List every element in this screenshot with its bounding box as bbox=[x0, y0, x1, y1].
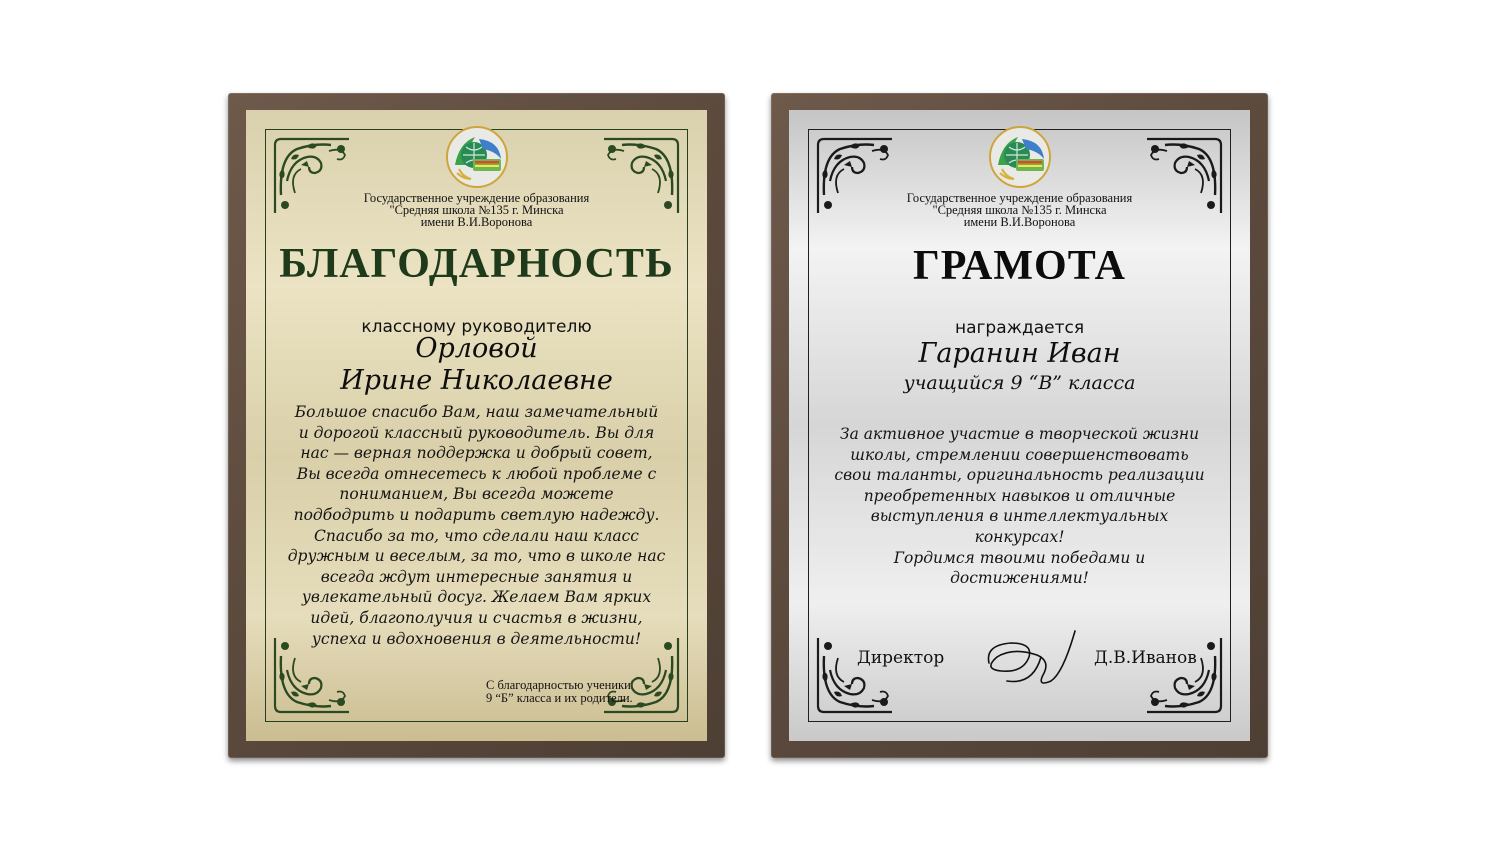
body-line: пониманием, Вы всегда можете bbox=[339, 485, 614, 504]
body-line: свои таланты, оригинальность реализации bbox=[834, 466, 1205, 485]
body-line: Гордимся твоими победами и bbox=[893, 548, 1146, 567]
school-logo-icon bbox=[445, 125, 509, 189]
org-line: "Средняя школа №135 г. Минска bbox=[389, 203, 564, 217]
org-line: "Средняя школа №135 г. Минска bbox=[932, 203, 1107, 217]
body-line: всегда ждут интересные занятия и bbox=[320, 567, 633, 586]
body-line: и дорогой классный руководитель. Вы для bbox=[298, 423, 655, 442]
body-line: За активное участие в творческой жизни bbox=[839, 425, 1200, 443]
body-line: преобретенных навыков и отличные bbox=[863, 486, 1176, 505]
school-logo-icon bbox=[988, 125, 1052, 189]
body-line: идей, благополучия и счастья в жизни, bbox=[310, 608, 643, 627]
recipient-name-line: Орловой bbox=[415, 333, 538, 364]
school-name bbox=[789, 192, 1250, 228]
signoff bbox=[486, 679, 633, 704]
org-line: имени В.И.Воронова bbox=[420, 215, 533, 229]
signature-scribble bbox=[977, 623, 1087, 693]
body-line: нас — верная поддержка и добрый совет, bbox=[300, 444, 653, 463]
body-line: Спасибо за то, что сделали наш класс bbox=[314, 526, 639, 545]
plaque-title: БЛАГОДАРНОСТЬ bbox=[279, 241, 674, 287]
org-line: Государственное учреждение образования bbox=[906, 191, 1133, 205]
body-line: подбодрить и подарить светлую надежду. bbox=[293, 505, 660, 524]
gratitude-plaque bbox=[228, 93, 725, 758]
body-line: достижениями! bbox=[950, 569, 1089, 588]
signatory-role: Директор bbox=[857, 648, 945, 668]
recipient-class: учащийся 9 “В” класса bbox=[903, 372, 1136, 394]
recipient-name: Гаранин Иван bbox=[918, 338, 1121, 369]
certificate-plaque bbox=[771, 93, 1268, 758]
body-line: дружным и веселым, за то, что в школе нас bbox=[287, 547, 666, 566]
body-line: выступления в интеллектуальных bbox=[870, 507, 1169, 526]
body-line: школы, стремлении совершенствовать bbox=[850, 445, 1189, 464]
org-line: имени В.И.Воронова bbox=[963, 215, 1076, 229]
body-line: конкурсах! bbox=[974, 527, 1065, 546]
body-line: Большое спасибо Вам, наш замечательный bbox=[294, 403, 659, 421]
signoff-line: 9 “Б” класса и их родители. bbox=[486, 690, 633, 705]
recipient-name bbox=[246, 333, 707, 397]
plaque-title: ГРАМОТА bbox=[913, 243, 1126, 289]
silver-plate bbox=[789, 110, 1250, 741]
school-name bbox=[246, 192, 707, 228]
gold-plate bbox=[246, 110, 707, 741]
gratitude-text bbox=[246, 402, 707, 649]
body-line: успеха и вдохновения в деятельности! bbox=[311, 629, 642, 648]
body-line: увлекательный досуг. Желаем Вам ярких bbox=[301, 588, 652, 607]
body-line: Вы всегда отнесетесь к любой проблеме с bbox=[296, 464, 657, 483]
recipient-name-line: Ирине Николаевне bbox=[340, 365, 613, 396]
plaque-subtitle: награждается bbox=[954, 318, 1085, 338]
award-text bbox=[789, 424, 1250, 589]
signatory-name: Д.В.Иванов bbox=[1094, 648, 1197, 668]
signature-row bbox=[789, 648, 1250, 688]
plaque-subtitle: классному руководителю bbox=[361, 317, 592, 337]
signoff-line: С благодарностью ученики bbox=[486, 678, 631, 692]
org-line: Государственное учреждение образования bbox=[363, 191, 590, 205]
